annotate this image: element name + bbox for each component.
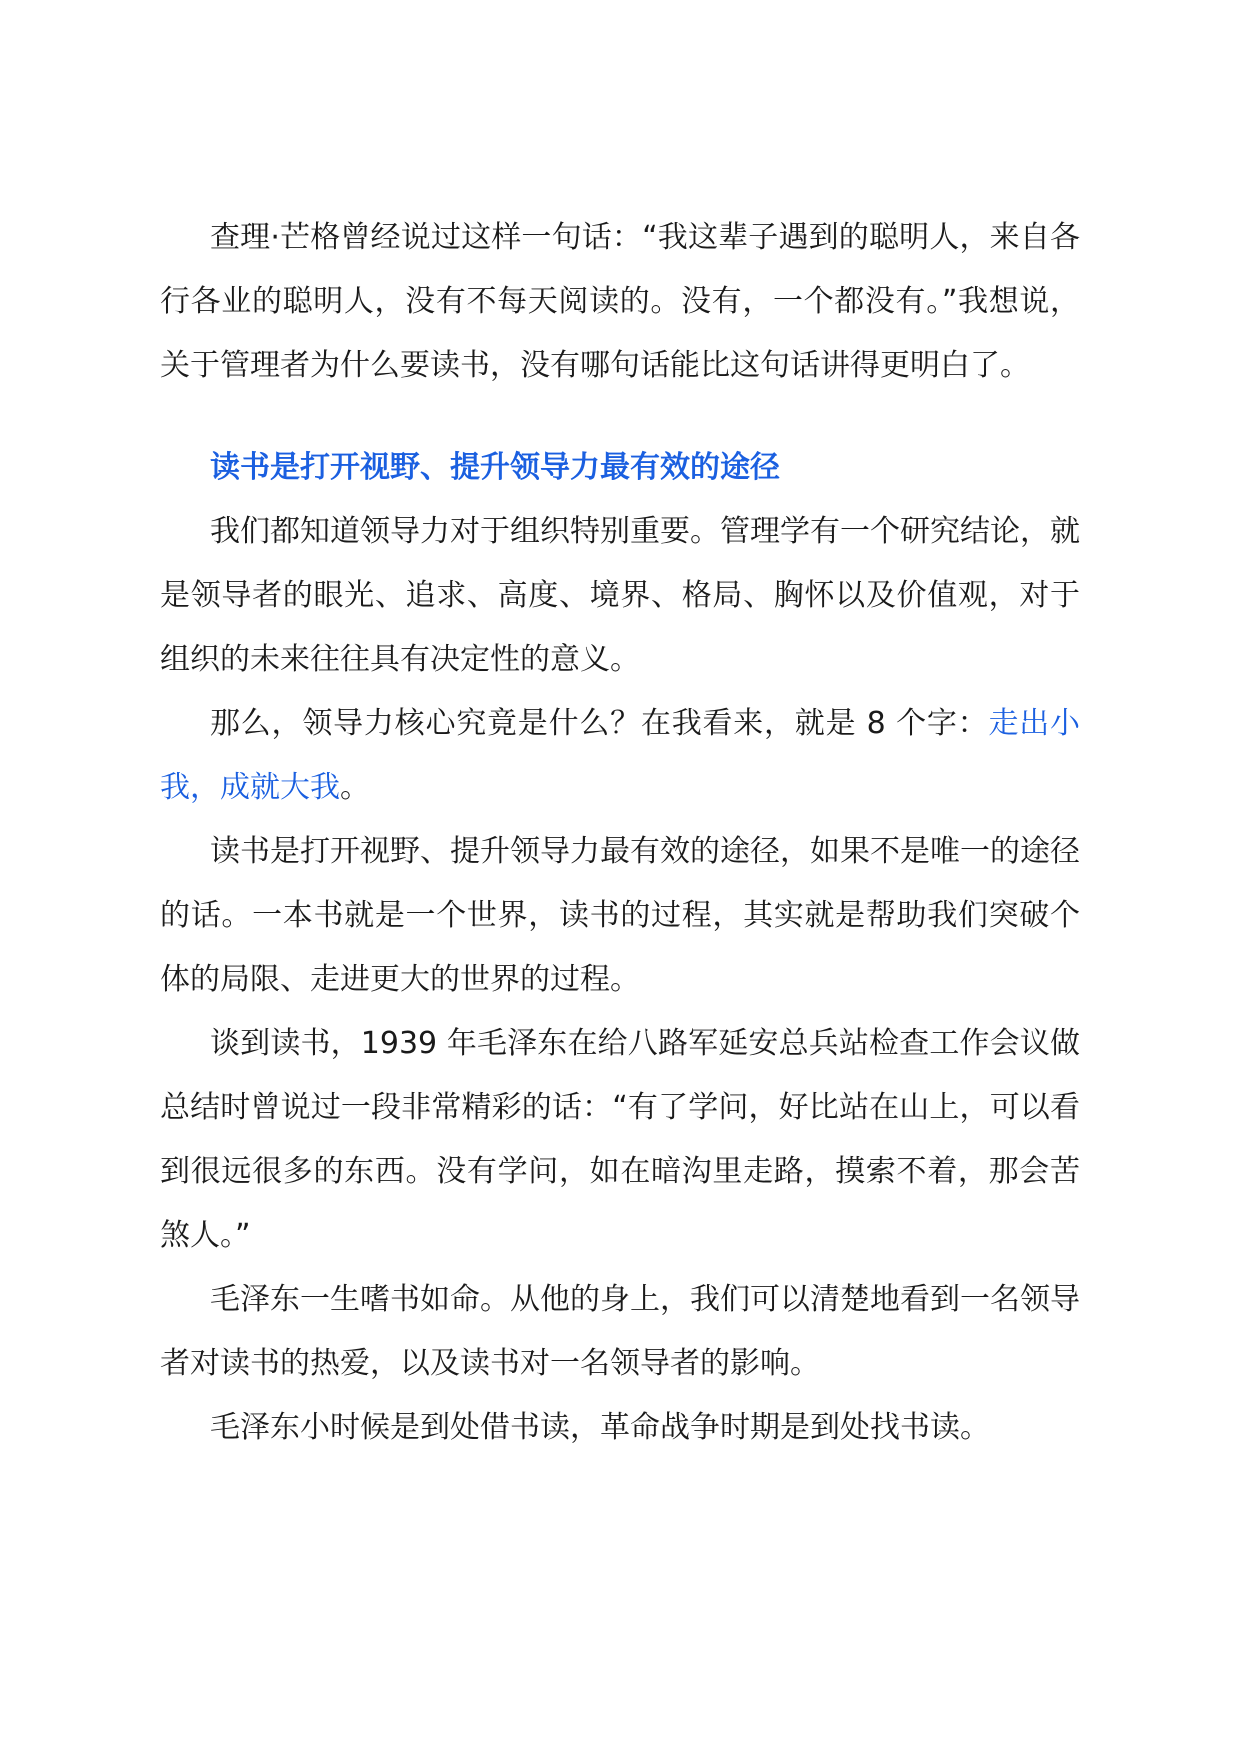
paragraph-text: 那么，领导力核心究竟是什么？在我看来，就是 8 个字：	[210, 706, 989, 741]
section-heading: 读书是打开视野、提升领导力最有效的途径	[210, 450, 780, 485]
intro-paragraph: 查理·芒格曾经说过这样一句话：“我这辈子遇到的聪明人，来自各行各业的聪明人，没有不每天阅读的。没有，一个都没有。”我想说，关于管理者为什么要读书，没有哪句话能比这句话讲得更明白了。	[160, 220, 1080, 383]
paragraph-mao-childhood: 毛泽东小时候是到处借书读，革命战争时期是到处找书读。	[210, 1410, 990, 1445]
paragraph-leadership-importance: 我们都知道领导力对于组织特别重要。管理学有一个研究结论，就是领导者的眼光、追求、高度、境界、格局、胸怀以及价值观，对于组织的未来往往具有决定性的意义。	[160, 514, 1080, 677]
paragraph-text-end: 。	[340, 770, 370, 805]
highlighted-phrase: 走出小我，成就大我	[160, 706, 1080, 805]
paragraph-leadership-core	[160, 692, 1080, 820]
paragraph-mao-reading: 毛泽东一生嗜书如命。从他的身上，我们可以清楚地看到一名领导者对读书的热爱，以及读书对一名领导者的影响。	[160, 1282, 1080, 1381]
paragraph-mao-quote: 谈到读书，1939 年毛泽东在给八路军延安总兵站检查工作会议做总结时曾说过一段非常精彩的话：“有了学问，好比站在山上，可以看到很远很多的东西。没有学问，如在暗沟里走路，摸索不着，那会苦煞人。”	[160, 1026, 1080, 1253]
paragraph-reading-path: 读书是打开视野、提升领导力最有效的途径，如果不是唯一的途径的话。一本书就是一个世界，读书的过程，其实就是帮助我们突破个体的局限、走进更大的世界的过程。	[160, 834, 1080, 997]
document-body	[160, 206, 1080, 1460]
